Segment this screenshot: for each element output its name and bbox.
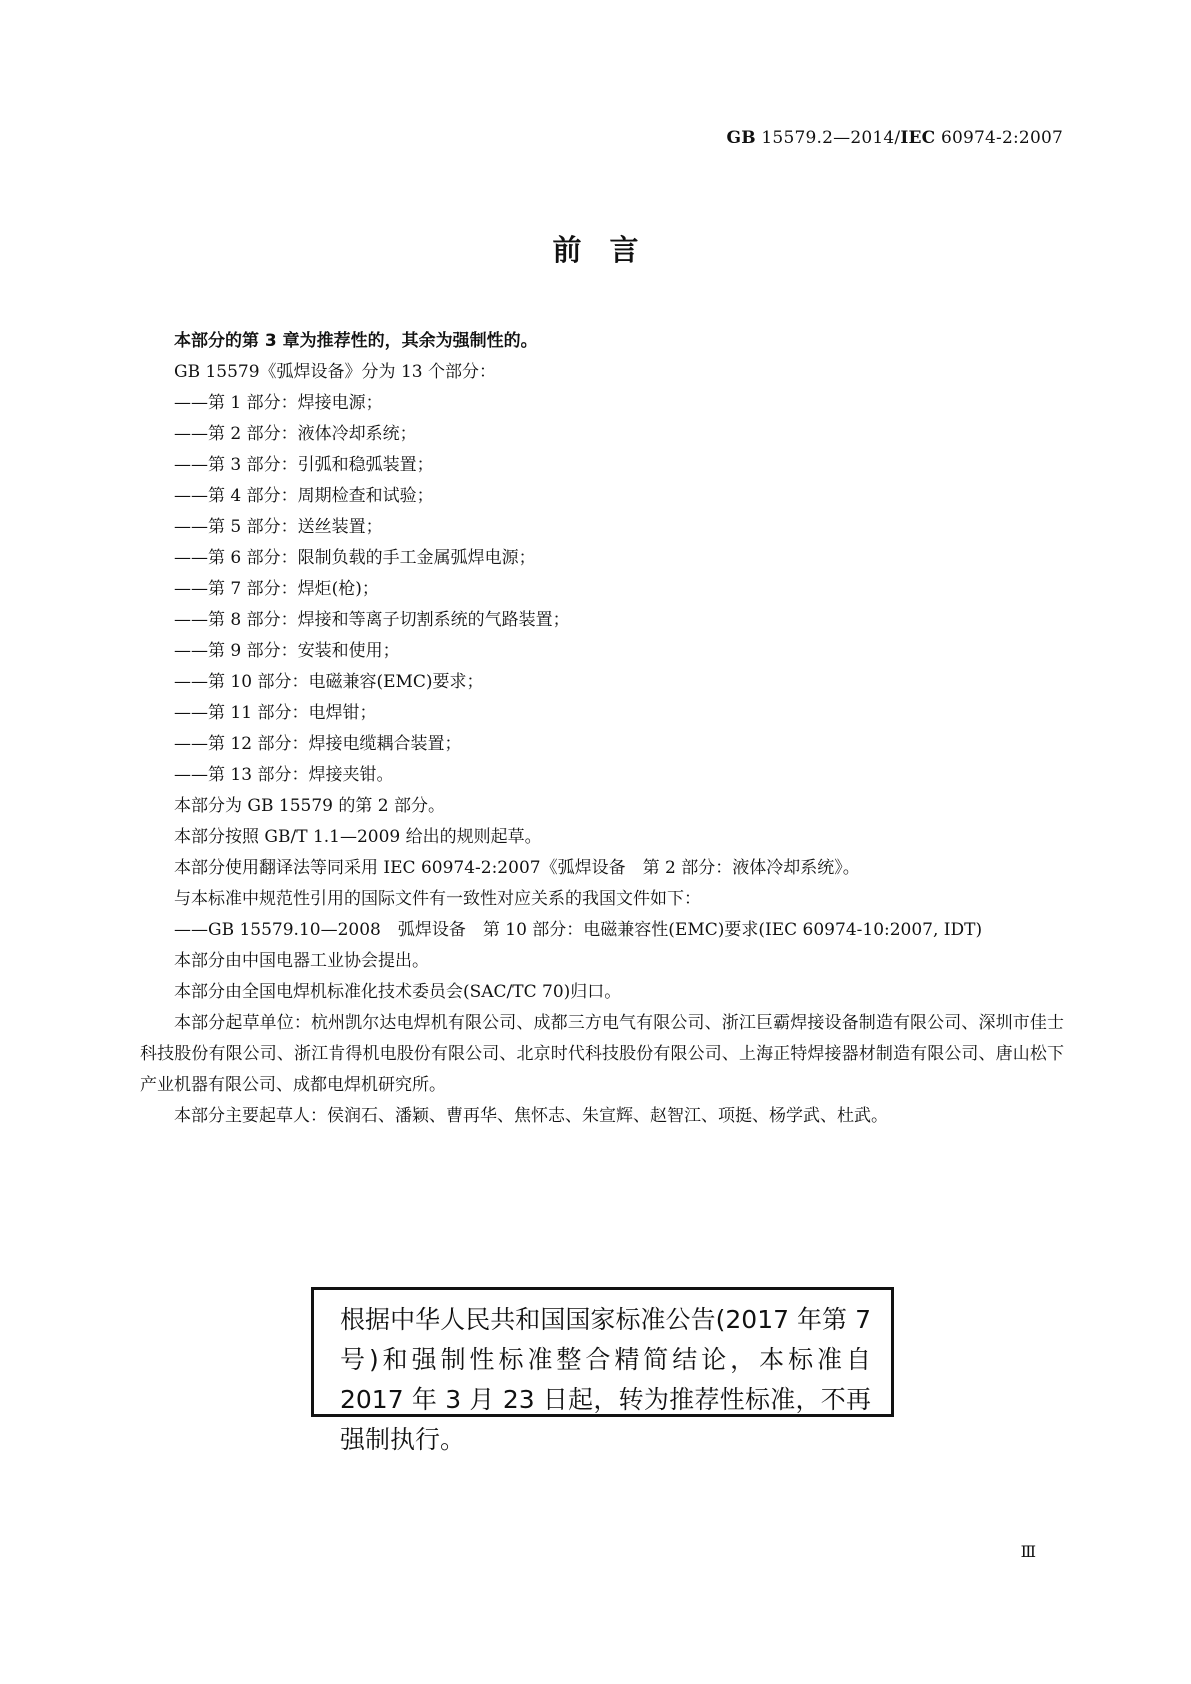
standard-number-header <box>727 128 1063 148</box>
standard-gb-number: 15579.2—2014/ <box>755 128 901 148</box>
correspondence-item: ——GB 15579.10—2008 弧焊设备 第 10 部分：电磁兼容性(EMC)要求(IEC 60974-10:2007, IDT) <box>174 920 983 940</box>
list-item: ——第 10 部分：电磁兼容(EMC)要求； <box>174 672 484 692</box>
list-item: ——第 12 部分：焊接电缆耦合装置； <box>174 734 462 754</box>
list-item: ——第 11 部分：电焊钳； <box>174 703 377 723</box>
list-item: ——第 1 部分：焊接电源； <box>174 393 383 413</box>
drafting-units-statement: 本部分起草单位：杭州凯尔达电焊机有限公司、成都三方电气有限公司、浙江巨霸焊接设备制造有限公司、深圳市佳士科技股份有限公司、浙江肯得机电股份有限公司、北京时代科技股份有限公司、上海正特焊接器材制造有限公司、唐山松下产业机器有限公司、成都电焊机研究所。 <box>140 1013 1064 1095</box>
standard-gb-prefix: GB <box>726 128 756 148</box>
drafters-statement: 本部分主要起草人：侯润石、潘颖、曹再华、焦怀志、朱宣辉、赵智江、项挺、杨学武、杜武。 <box>174 1106 888 1126</box>
list-item: ——第 3 部分：引弧和稳弧装置； <box>174 455 434 475</box>
translation-statement: 本部分使用翻译法等同采用 IEC 60974-2:2007《弧焊设备 第 2 部分：液体冷却系统》。 <box>174 858 860 878</box>
part-of-statement: 本部分为 GB 15579 的第 2 部分。 <box>174 796 445 816</box>
list-item: ——第 7 部分：焊炬(枪)； <box>174 579 379 599</box>
series-intro: GB 15579《弧焊设备》分为 13 个部分： <box>174 362 496 382</box>
foreword-body <box>140 326 1064 1132</box>
list-item: ——第 8 部分：焊接和等离子切割系统的气路装置； <box>174 610 570 630</box>
centralized-by-statement: 本部分由全国电焊机标准化技术委员会(SAC/TC 70)归口。 <box>174 982 622 1002</box>
list-item: ——第 2 部分：液体冷却系统； <box>174 424 417 444</box>
list-item: ——第 4 部分：周期检查和试验； <box>174 486 434 506</box>
correspondence-intro: 与本标准中规范性引用的国际文件有一致性对应关系的我国文件如下： <box>174 889 701 909</box>
proposed-by-statement: 本部分由中国电器工业协会提出。 <box>174 951 429 971</box>
list-item: ——第 13 部分：焊接夹钳。 <box>174 765 394 785</box>
page-number: Ⅲ <box>1020 1542 1036 1561</box>
standard-iec-prefix: IEC <box>900 128 936 148</box>
list-item: ——第 6 部分：限制负载的手工金属弧焊电源； <box>174 548 536 568</box>
list-item: ——第 9 部分：安装和使用； <box>174 641 400 661</box>
page-title: 前言 <box>552 233 667 267</box>
list-item: ——第 5 部分：送丝装置； <box>174 517 383 537</box>
drafting-rules-statement: 本部分按照 GB/T 1.1—2009 给出的规则起草。 <box>174 827 542 847</box>
scope-statement: 本部分的第 3 章为推荐性的，其余为强制性的。 <box>174 331 538 351</box>
notice-box: 根据中华人民共和国国家标准公告(2017 年第 7 号)和强制性标准整合精简结论，本标准自 2017 年 3 月 23 日起，转为推荐性标准，不再强制执行。 <box>311 1287 894 1417</box>
standard-iec-number: 60974-2:2007 <box>935 128 1063 148</box>
